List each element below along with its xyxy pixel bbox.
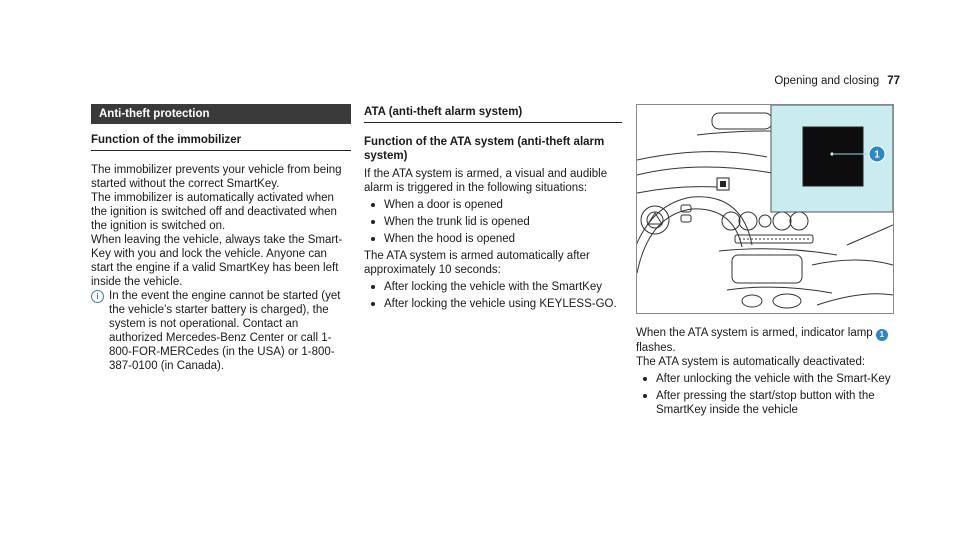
- paragraph: [636, 326, 893, 355]
- list-item: After locking the vehicle with the SmartKey: [368, 280, 622, 294]
- callout-marker: 1: [874, 149, 880, 161]
- column-ata: [364, 104, 622, 314]
- dashboard-drawing: [637, 105, 893, 313]
- callout-badge: 1: [876, 329, 888, 341]
- armed-text-end: flashes.: [636, 342, 676, 354]
- list-item: When a door is opened: [368, 198, 622, 212]
- column-anti-theft: [91, 104, 351, 373]
- info-icon: i: [91, 290, 104, 303]
- paragraph: The ATA system is automatically deactivated:: [636, 356, 866, 368]
- arming-list: [364, 280, 622, 311]
- paragraph: The ATA system is armed automatically after approximately 10 seconds:: [364, 250, 590, 276]
- note-block: [91, 289, 351, 373]
- paragraph: The immobilizer prevents your vehicle from being started without the correct SmartKey.: [91, 164, 342, 190]
- list-item: After locking the vehicle using KEYLESS-GO.: [368, 297, 622, 311]
- list-item: When the trunk lid is opened: [368, 215, 622, 229]
- list-item: After unlocking the vehicle with the Smart-Key: [640, 372, 893, 386]
- paragraph: If the ATA system is armed, a visual and audible alarm is triggered in the following situations:: [364, 168, 608, 194]
- paragraph: When leaving the vehicle, always take the Smart-Key with you and lock the vehicle. Anyone can start the engine if a valid SmartKey has been left inside the vehicle.: [91, 234, 343, 288]
- deactivation-list: [636, 372, 893, 417]
- heading-ata-function: Function of the ATA system (anti-theft alarm system): [364, 136, 605, 162]
- heading-immobilizer: Function of the immobilizer: [91, 134, 351, 151]
- list-item: After pressing the start/stop button with the SmartKey inside the vehicle: [640, 389, 893, 417]
- immobilizer-body: [91, 163, 351, 373]
- armed-text-start: When the ATA system is armed, indicator lamp: [636, 327, 873, 339]
- page-number: 77: [887, 75, 900, 87]
- running-header: [738, 75, 900, 87]
- section-bar-anti-theft: Anti-theft protection: [91, 104, 351, 124]
- header-section: Opening and closing: [774, 75, 880, 87]
- note-text: In the event the engine cannot be started (yet the vehicle’s starter battery is charged), the system is not operational. Contact an authorized Mercedes-Benz Center or call 1-800-FOR-MERCedes (in the USA) or 1-800-387-0100 (in Canada).: [109, 290, 341, 372]
- column-ata-illustration: [636, 104, 893, 420]
- paragraph: The immobilizer is automatically activated when the ignition is switched off and deactivated when the ignition is switched on.: [91, 192, 337, 232]
- list-item: When the hood is opened: [368, 232, 622, 246]
- trigger-list: [364, 198, 622, 246]
- section-title-ata: ATA (anti-theft alarm system): [364, 104, 622, 123]
- dashboard-illustration: [636, 104, 894, 314]
